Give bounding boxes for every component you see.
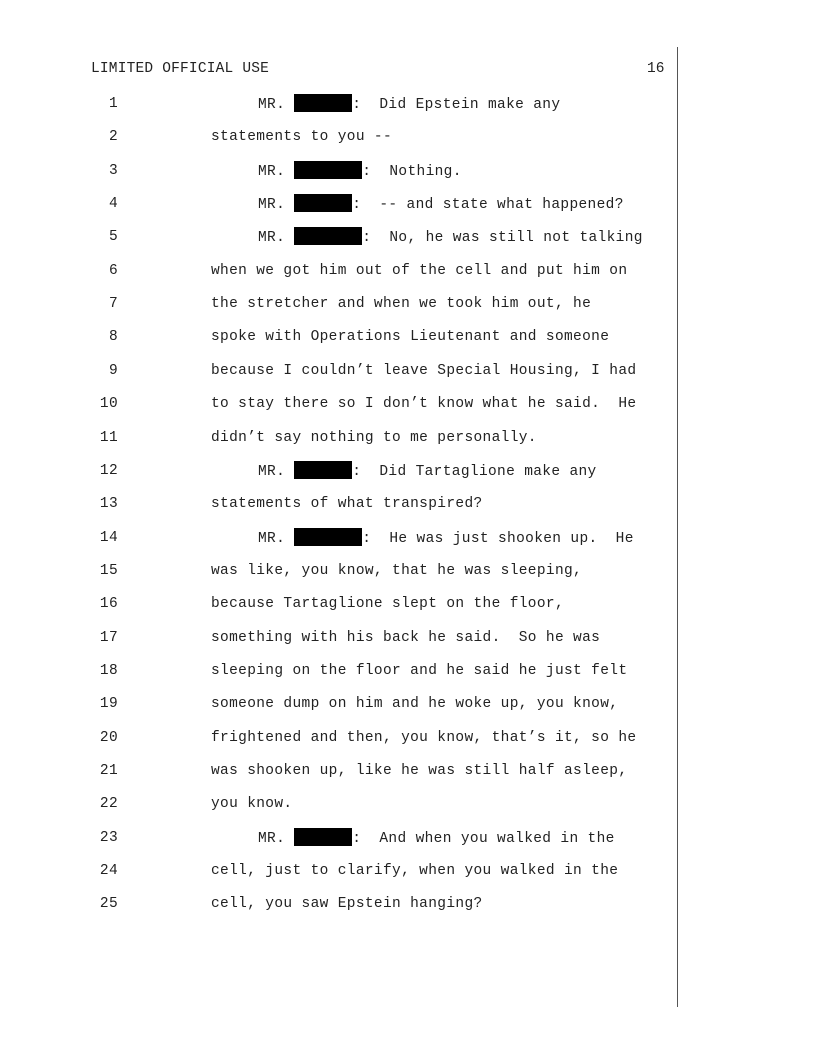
speaker-statement: : Did Epstein make any (352, 97, 561, 113)
line-text: to stay there so I don’t know what he said. He (211, 396, 637, 413)
line-text: someone dump on him and he woke up, you know, (211, 696, 619, 713)
transcript-line (0, 761, 700, 781)
transcript-line (0, 794, 700, 814)
speaker-statement: : No, he was still not talking (362, 230, 643, 247)
transcript-line (0, 127, 700, 147)
line-number: 2 (108, 129, 118, 146)
line-text: something with his back he said. So he was (211, 629, 601, 646)
transcript-line (0, 694, 700, 714)
redaction-box (294, 227, 362, 245)
transcript-line (0, 261, 700, 281)
line-number: 5 (108, 229, 118, 246)
line-number: 13 (99, 496, 118, 513)
transcript-line (0, 428, 700, 448)
transcript-line (0, 294, 700, 314)
line-number: 23 (99, 829, 118, 846)
transcript-line (0, 361, 700, 381)
transcript-line (0, 327, 700, 347)
line-number: 25 (99, 896, 118, 913)
speaker-line (258, 461, 597, 482)
redaction-box (294, 94, 352, 112)
speaker-prefix: MR. (258, 530, 295, 547)
line-number: 24 (99, 863, 118, 880)
line-number: 7 (108, 296, 118, 313)
transcript-line (0, 661, 700, 681)
transcript-line (0, 828, 700, 848)
transcript-line (0, 394, 700, 414)
line-number: 10 (99, 396, 118, 413)
transcript-line (0, 728, 700, 748)
redaction-box (294, 161, 362, 179)
page-number: 16 (647, 61, 665, 77)
line-text: the stretcher and when we took him out, he (211, 296, 592, 313)
line-text: didn’t say nothing to me personally. (211, 429, 537, 446)
line-text: frightened and then, you know, that’s it, so he (211, 729, 637, 746)
line-text: sleeping on the floor and he said he just felt (211, 662, 628, 679)
speaker-line (258, 227, 643, 248)
line-number: 22 (99, 796, 118, 813)
line-number: 12 (99, 462, 118, 479)
speaker-statement: : And when you walked in the (352, 830, 615, 847)
redaction-box (294, 194, 352, 212)
transcript-line (0, 628, 700, 648)
line-text: was shooken up, like he was still half asleep, (211, 763, 628, 779)
line-number: 18 (99, 662, 118, 679)
line-number: 15 (99, 562, 118, 579)
speaker-statement: : Did Tartaglione make any (352, 463, 597, 480)
speaker-prefix: MR. (258, 163, 295, 180)
speaker-statement: : He was just shooken up. He (362, 530, 634, 547)
line-number: 9 (108, 362, 118, 379)
line-text: because Tartaglione slept on the floor, (211, 596, 565, 613)
redaction-box (294, 828, 352, 846)
line-number: 14 (99, 529, 118, 546)
line-text: statements of what transpired? (211, 496, 483, 513)
classification-header: LIMITED OFFICIAL USE (91, 61, 270, 77)
speaker-line (258, 194, 624, 215)
redaction-box (294, 528, 362, 546)
line-text: statements to you -- (211, 129, 393, 146)
transcript-line (0, 561, 700, 581)
speaker-prefix: MR. (258, 97, 295, 113)
line-text: because I couldn’t leave Special Housing, I had (211, 362, 637, 379)
transcript-line (0, 494, 700, 514)
line-text: was like, you know, that he was sleeping, (211, 562, 583, 579)
speaker-prefix: MR. (258, 230, 295, 247)
speaker-prefix: MR. (258, 830, 295, 847)
speaker-prefix: MR. (258, 463, 295, 480)
line-number: 11 (99, 429, 118, 446)
transcript-line (0, 161, 700, 181)
speaker-statement: : -- and state what happened? (352, 197, 624, 214)
line-number: 16 (99, 596, 118, 613)
line-number: 20 (99, 729, 118, 746)
line-number: 8 (108, 329, 118, 346)
line-text: when we got him out of the cell and put him on (211, 262, 628, 279)
line-number: 4 (108, 196, 118, 213)
redaction-box (294, 461, 352, 479)
line-text: you know. (211, 796, 293, 813)
transcript-line (0, 528, 700, 548)
line-number: 21 (99, 763, 118, 779)
line-text: cell, just to clarify, when you walked in the (211, 863, 619, 880)
transcript-line (0, 227, 700, 247)
transcript-line (0, 594, 700, 614)
line-number: 1 (108, 96, 118, 112)
transcript-line (0, 94, 700, 114)
line-number: 17 (99, 629, 118, 646)
speaker-statement: : Nothing. (362, 163, 462, 180)
line-number: 6 (108, 262, 118, 279)
transcript-line (0, 861, 700, 881)
line-number: 3 (108, 162, 118, 179)
speaker-line (258, 94, 560, 115)
speaker-line (258, 528, 634, 549)
line-text: cell, you saw Epstein hanging? (211, 896, 483, 913)
speaker-line (258, 161, 462, 182)
transcript-line (0, 894, 700, 914)
line-number: 19 (99, 696, 118, 713)
transcript-line (0, 461, 700, 481)
line-text: spoke with Operations Lieutenant and someone (211, 329, 610, 346)
transcript-line (0, 194, 700, 214)
speaker-line (258, 828, 615, 849)
speaker-prefix: MR. (258, 197, 295, 214)
